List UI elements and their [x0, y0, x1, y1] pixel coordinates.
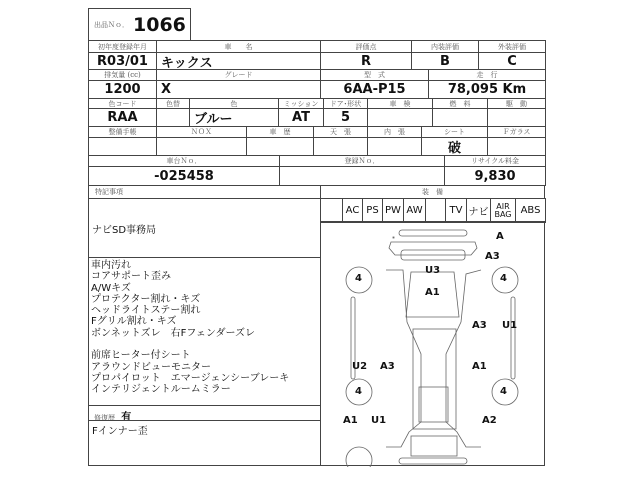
row3-header-6: 燃 料	[432, 98, 488, 109]
row2-header-0: 排気量 (cc)	[88, 69, 157, 81]
equipment-item-9: ABS	[515, 198, 546, 223]
row5-value-1	[279, 166, 445, 186]
row2-header-2: 型 式	[320, 69, 429, 81]
row4-header-5: シート	[421, 126, 488, 138]
notes-top	[88, 198, 321, 258]
row3-value-5	[367, 108, 433, 127]
damage-code-label: A1	[472, 361, 487, 372]
row1-header-4: 外装評価	[478, 40, 546, 53]
row1-header-2: 評価点	[320, 40, 412, 53]
car-diagram-area	[320, 221, 545, 466]
damage-code-label: U3	[425, 265, 441, 276]
row3-value-0: RAA	[88, 108, 157, 127]
row2-value-1: X	[156, 80, 321, 99]
row2-value-2: 6AA-P15	[320, 80, 429, 99]
damage-code-label: A	[496, 231, 504, 242]
equipment-item-2: PS	[362, 198, 383, 223]
damage-code-label: A3	[380, 361, 395, 372]
equipment-item-6: TV	[445, 198, 467, 223]
row4-header-3: 天 張	[313, 126, 368, 138]
row4-header-4: 内 張	[367, 126, 422, 138]
row5-header-1: 登録Ｎｏ．	[279, 155, 445, 167]
lot-number: 1066	[133, 13, 186, 36]
damage-code-label: A2	[482, 415, 497, 426]
row2-header-3: 走 行	[428, 69, 546, 81]
row4-value-1	[156, 137, 247, 156]
damage-code-label: A1	[343, 415, 358, 426]
equipment-header: 装 備	[320, 185, 545, 199]
damage-code-label: 4	[355, 273, 362, 284]
row3-value-7	[487, 108, 546, 127]
damage-code-label: A3	[485, 251, 500, 262]
repair-history	[88, 405, 321, 421]
row2-value-3: 78,095 Km	[428, 80, 546, 99]
notes-list: 車内汚れ コアサポート歪み A/Wキズ プロテクター割れ・キズ ヘッドライトステー割れ Fグリル割れ・キズ ボンネットズレ 右Fフェンダーズレ 前席ヒーター付シート アラウンドビューモニター プロパイロット エマージェンシーブレーキ インテリジェントルームミラー	[88, 257, 321, 406]
row4-value-6	[487, 137, 546, 156]
damage-code-label: 4	[500, 386, 507, 397]
row4-value-2	[246, 137, 314, 156]
damage-code-label: U2	[352, 361, 368, 372]
row3-value-3: AT	[278, 108, 324, 127]
lot-number-box	[88, 8, 191, 41]
damage-code-label: A3	[472, 320, 487, 331]
row5-value-0: -025458	[88, 166, 280, 186]
equipment-item-0	[320, 198, 343, 223]
row1-value-3: B	[411, 52, 479, 70]
damage-code-label: 4	[355, 386, 362, 397]
row4-header-2: 車 歴	[246, 126, 314, 138]
row1-value-4: C	[478, 52, 546, 70]
lot-label: 出品Ｎｏ．	[94, 20, 129, 29]
row4-value-0	[88, 137, 157, 156]
row3-value-6	[432, 108, 488, 127]
damage-code-label: U1	[371, 415, 387, 426]
row3-value-1	[156, 108, 190, 127]
repair-note	[88, 420, 321, 466]
damage-code-label: 4	[500, 273, 507, 284]
row1-header-3: 内装評価	[411, 40, 479, 53]
equipment-item-3: PW	[382, 198, 404, 223]
row4-value-4	[367, 137, 422, 156]
row3-header-3: ミッション	[278, 98, 324, 109]
row3-header-7: 駆 動	[487, 98, 546, 109]
row1-header-1: 車 名	[156, 40, 321, 53]
row3-header-1: 色替	[156, 98, 190, 109]
row3-value-4: 5	[323, 108, 368, 127]
equipment-item-7: ナビ	[466, 198, 491, 223]
repair-note-text: Fインナー歪	[92, 426, 148, 437]
row4-value-3	[313, 137, 368, 156]
row3-value-2: ブルー	[189, 108, 279, 127]
row3-header-4: ドア･形状	[323, 98, 368, 109]
equipment-item-4: AW	[403, 198, 426, 223]
damage-code-label: A1	[425, 287, 440, 298]
repair-value: 有	[121, 412, 132, 423]
equipment-item-8: AIR BAG	[490, 198, 516, 223]
row2-header-1: グレード	[156, 69, 321, 81]
notes-top-text: ナビSD事務局	[92, 225, 157, 236]
row3-header-5: 車 検	[367, 98, 433, 109]
repair-label: 修復歴	[94, 414, 115, 422]
equipment-item-1: AC	[342, 198, 363, 223]
equipment-item-5	[425, 198, 446, 223]
row1-value-1: キックス	[156, 52, 321, 70]
row4-header-0: 整備手帳	[88, 126, 157, 138]
row3-header-0: 色コード	[88, 98, 157, 109]
row5-value-2: 9,830	[444, 166, 546, 186]
row5-header-2: リサイクル料金	[444, 155, 546, 167]
row1-header-0: 初年度登録年月	[88, 40, 157, 53]
damage-code-label: U1	[502, 320, 518, 331]
car-diagram-icon	[321, 222, 546, 467]
row2-value-0: 1200	[88, 80, 157, 99]
row4-value-5: 破	[421, 137, 488, 156]
row4-header-1: ＮＯＸ	[156, 126, 247, 138]
row3-header-2: 色	[189, 98, 279, 109]
notes-header: 特記事項	[88, 185, 321, 199]
row1-value-0: R03/01	[88, 52, 157, 70]
row5-header-0: 車台Ｎｏ．	[88, 155, 280, 167]
row1-value-2: R	[320, 52, 412, 70]
row4-header-6: Ｆガラス	[487, 126, 546, 138]
